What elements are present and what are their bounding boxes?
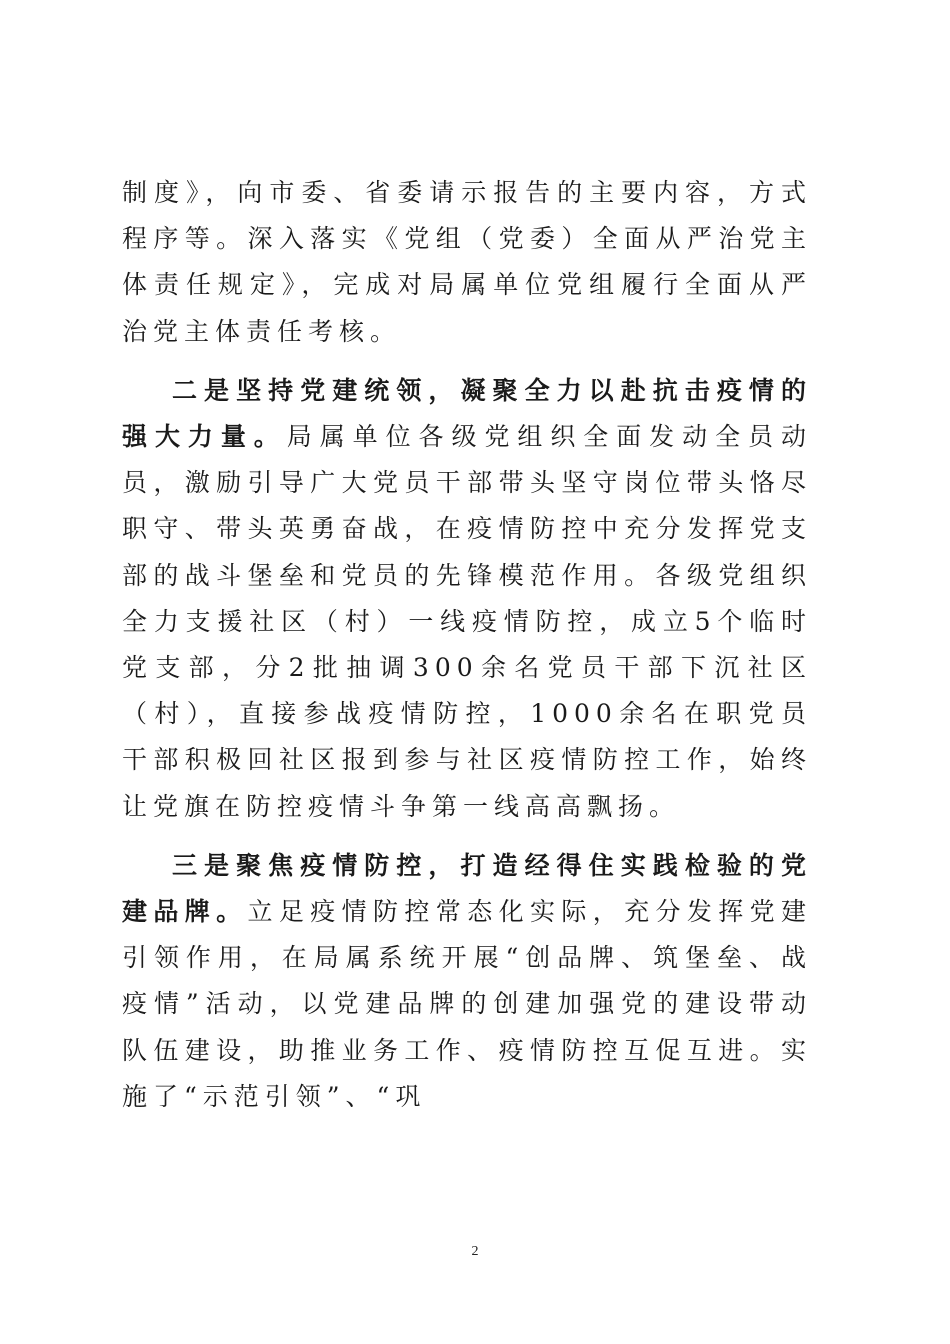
paragraph-text: 局属单位各级党组织全面发动全员动员，激励引导广大党员干部带头坚守岗位带头恪尽职守、带头英勇奋战，在疫情防控中充分发挥党支部的战斗堡垒和党员的先锋模范作用。各级党组织全力支援社区（村）一线疫情防控，成立5个临时党支部，分2批抽调300余名党员干部下沉社区（村），直接参战疫情防控，1000余名在职党员干部积极回社区报到参与社区疫情防控工作，始终让党旗在防控疫情斗争第一线高高飘扬。 — [122, 422, 812, 821]
paragraph-point-two — [122, 368, 812, 830]
paragraph-point-three — [122, 843, 812, 1120]
paragraph-lead-heading: 三是聚焦疫情防控，打造经得住实践检验的党建品牌。 — [122, 850, 812, 927]
paragraph-text: 制度》，向市委、省委请示报告的主要内容，方式程序等。深入落实《党组（党委）全面从严治党主体责任规定》，完成对局属单位党组履行全面从严治党主体责任考核。 — [122, 178, 812, 346]
paragraph-lead-heading: 二是坚持党建统领，凝聚全力以赴抗击疫情的强大力量。 — [122, 375, 812, 452]
page-number: 2 — [471, 1244, 479, 1259]
document-body — [122, 170, 812, 1120]
paragraph-text: 立足疫情防控常态化实际，充分发挥党建引领作用，在局属系统开展“创品牌、筑堡垒、战疫情”活动，以党建品牌的创建加强党的建设带动队伍建设，助推业务工作、疫情防控互促互进。实施了“示范引领”、“巩 — [122, 897, 812, 1111]
paragraph-continuation — [122, 170, 812, 355]
